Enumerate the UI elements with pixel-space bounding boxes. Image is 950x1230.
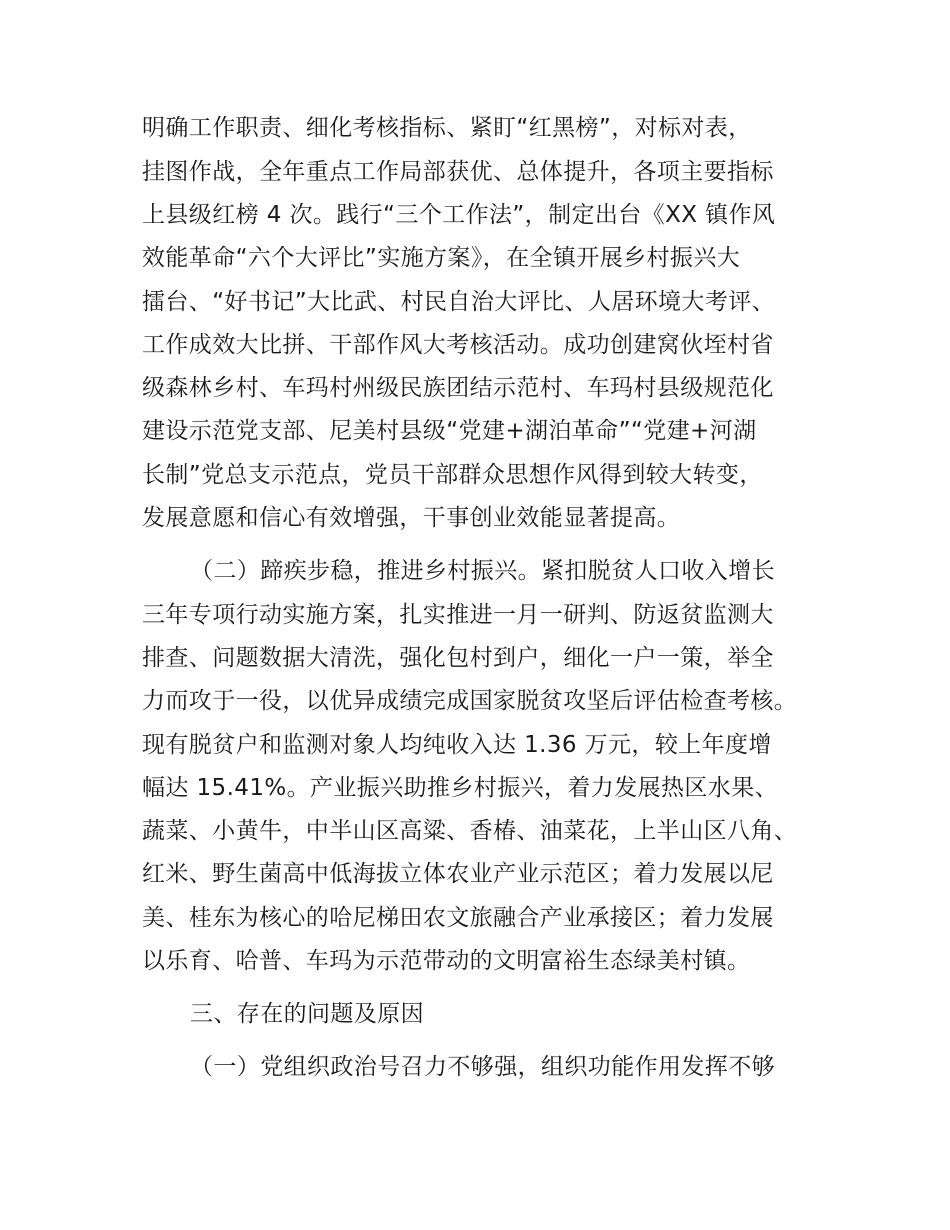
text-line: 以乐育、哈普、车玛为示范带动的文明富裕生态绿美村镇。 <box>142 948 751 974</box>
text-line: 美、桂东为核心的哈尼梯田农文旅融合产业承接区；着力发展 <box>142 905 774 931</box>
text-line: 蔬菜、小黄牛，中半山区高粱、香椿、油菜花，上半山区八角、 <box>142 818 798 844</box>
text-line: 明确工作职责、细化考核指标、紧盯“红黑榜”，对标对表， <box>142 115 752 141</box>
text-line: 排查、问题数据大清洗，强化包村到户，细化一户一策，举全 <box>142 645 774 671</box>
text-line: 幅达 15.41%。产业振兴助推乡村振兴，着力发展热区水果、 <box>142 775 779 801</box>
subsection-heading-line: （二）蹄疾步稳，推进乡村振兴。紧扣脱贫人口收入增长 <box>190 558 775 584</box>
text-line: 力而攻于一役，以优异成绩完成国家脱贫攻坚后评估检查考核。 <box>142 688 798 714</box>
subsection-heading-line: （一）党组织政治号召力不够强，组织功能作用发挥不够 <box>190 1054 775 1080</box>
text-line: 红米、野生菌高中低海拔立体农业产业示范区；着力发展以尼 <box>142 861 774 887</box>
text-line: 级森林乡村、车玛村州级民族团结示范村、车玛村县级规范化 <box>142 375 774 401</box>
text-line: 建设示范党支部、尼美村县级“党建+湖泊革命”“党建+河湖 <box>142 418 757 444</box>
text-line: 挂图作战，全年重点工作局部获优、总体提升，各项主要指标 <box>142 159 774 185</box>
text-line: 三年专项行动实施方案，扎实推进一月一研判、防返贫监测大 <box>142 602 774 628</box>
text-line: 效能革命“六个大评比”实施方案》，在全镇开展乡村振兴大 <box>142 245 741 271</box>
text-line: 上县级红榜 4 次。践行“三个工作法”，制定出台《XX 镇作风 <box>142 202 776 228</box>
text-line: 现有脱贫户和监测对象人均纯收入达 1.36 万元，较上年度增 <box>142 732 772 758</box>
text-line: 擂台、“好书记”大比武、村民自治大评比、人居环境大考评、 <box>142 289 776 315</box>
text-line: 发展意愿和信心有效增强，干事创业效能显著提高。 <box>142 505 681 531</box>
text-line: 长制”党总支示范点，党员干部群众思想作风得到较大转变， <box>142 462 763 488</box>
section-heading: 三、存在的问题及原因 <box>190 1001 424 1027</box>
text-line: 工作成效大比拼、干部作风大考核活动。成功创建窝伙垤村省 <box>142 332 774 358</box>
